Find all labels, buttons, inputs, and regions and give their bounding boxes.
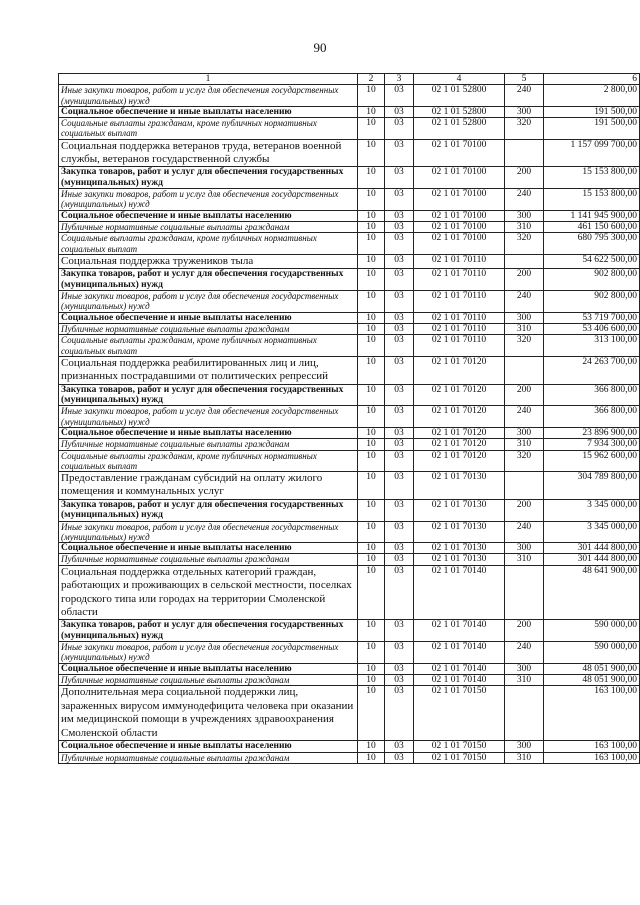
row-col-2: 10 [358, 291, 385, 312]
table-row [59, 323, 640, 334]
row-amount: 54 622 500,00 [544, 254, 640, 268]
row-col-5: 310 [505, 675, 544, 686]
row-col-5: 240 [505, 189, 544, 210]
row-col-3: 03 [385, 450, 414, 471]
row-col-5: 200 [505, 384, 544, 406]
row-col-4: 02 1 01 70120 [414, 356, 505, 384]
row-name: Закупка товаров, работ и услуг для обеспечения государственных (муниципальных) нужд [59, 167, 358, 189]
row-col-3: 03 [385, 118, 414, 139]
row-col-5: 320 [505, 335, 544, 356]
row-col-3: 03 [385, 686, 414, 741]
row-col-2: 10 [358, 106, 385, 117]
row-col-2: 10 [358, 450, 385, 471]
row-col-5: 320 [505, 233, 544, 254]
table-row [59, 291, 640, 312]
row-col-2: 10 [358, 222, 385, 233]
row-col-3: 03 [385, 356, 414, 384]
row-col-3: 03 [385, 675, 414, 686]
row-col-2: 10 [358, 543, 385, 554]
row-col-2: 10 [358, 499, 385, 521]
row-col-4: 02 1 01 70150 [414, 686, 505, 741]
row-name: Публичные нормативные социальные выплаты гражданам [59, 675, 358, 686]
row-amount: 23 896 900,00 [544, 427, 640, 438]
table-row [59, 439, 640, 450]
table-row [59, 406, 640, 427]
row-amount: 304 789 800,00 [544, 471, 640, 499]
row-col-4: 02 1 01 70110 [414, 323, 505, 334]
row-col-5 [505, 565, 544, 620]
row-col-4: 02 1 01 70140 [414, 663, 505, 674]
row-col-5: 240 [505, 642, 544, 663]
row-col-5: 300 [505, 210, 544, 221]
row-col-3: 03 [385, 106, 414, 117]
row-col-5: 300 [505, 106, 544, 117]
row-col-2: 10 [358, 139, 385, 167]
row-name: Дополнительная мера социальной поддержки лиц, зараженных вирусом иммунодефицита человека при оказании им медицинской помощи в учреждениях здравоохранения Смоленской области [59, 686, 358, 741]
page-number: 90 [313, 40, 327, 55]
row-col-5: 300 [505, 741, 544, 752]
row-col-2: 10 [358, 471, 385, 499]
table-row [59, 620, 640, 642]
row-col-3: 03 [385, 741, 414, 752]
row-col-4: 02 1 01 70130 [414, 554, 505, 565]
table-row [59, 210, 640, 221]
row-col-2: 10 [358, 642, 385, 663]
row-col-5: 300 [505, 543, 544, 554]
row-col-3: 03 [385, 312, 414, 323]
row-name: Социальные выплаты гражданам, кроме публичных нормативных социальных выплат [59, 450, 358, 471]
row-name: Иные закупки товаров, работ и услуг для обеспечения государственных (муниципальных) нужд [59, 189, 358, 210]
row-name: Иные закупки товаров, работ и услуг для обеспечения государственных (муниципальных) нужд [59, 406, 358, 427]
row-amount: 590 000,00 [544, 642, 640, 663]
row-col-2: 10 [358, 686, 385, 741]
table-row [59, 118, 640, 139]
row-col-3: 03 [385, 384, 414, 406]
row-col-2: 10 [358, 233, 385, 254]
row-col-4: 02 1 01 70100 [414, 139, 505, 167]
row-name: Закупка товаров, работ и услуг для обеспечения государственных (муниципальных) нужд [59, 384, 358, 406]
row-name: Социальное обеспечение и иные выплаты населению [59, 741, 358, 752]
table-row [59, 189, 640, 210]
row-col-4: 02 1 01 52800 [414, 106, 505, 117]
row-col-2: 10 [358, 663, 385, 674]
row-col-3: 03 [385, 471, 414, 499]
row-col-5: 310 [505, 439, 544, 450]
row-name: Социальное обеспечение и иные выплаты населению [59, 663, 358, 674]
table-row [59, 222, 640, 233]
col-header-2: 2 [358, 74, 385, 85]
row-col-2: 10 [358, 210, 385, 221]
row-amount: 163 100,00 [544, 686, 640, 741]
row-col-3: 03 [385, 269, 414, 291]
row-col-4: 02 1 01 70110 [414, 312, 505, 323]
row-name: Социальное обеспечение и иные выплаты населению [59, 106, 358, 117]
row-name: Иные закупки товаров, работ и услуг для обеспечения государственных (муниципальных) нужд [59, 521, 358, 542]
row-col-3: 03 [385, 565, 414, 620]
row-amount: 48 641 900,00 [544, 565, 640, 620]
row-amount: 3 345 000,00 [544, 521, 640, 542]
row-col-2: 10 [358, 521, 385, 542]
row-col-3: 03 [385, 439, 414, 450]
row-col-5 [505, 471, 544, 499]
table-row [59, 642, 640, 663]
row-col-4: 02 1 01 70100 [414, 189, 505, 210]
table-row [59, 752, 640, 763]
row-name: Иные закупки товаров, работ и услуг для обеспечения государственных (муниципальных) нужд [59, 642, 358, 663]
row-col-4: 02 1 01 70120 [414, 439, 505, 450]
row-amount: 902 800,00 [544, 269, 640, 291]
row-amount: 301 444 800,00 [544, 543, 640, 554]
row-col-3: 03 [385, 620, 414, 642]
budget-table [58, 73, 640, 764]
row-col-5: 240 [505, 85, 544, 106]
row-col-4: 02 1 01 70120 [414, 450, 505, 471]
row-col-5 [505, 139, 544, 167]
row-col-3: 03 [385, 499, 414, 521]
row-col-2: 10 [358, 254, 385, 268]
row-col-3: 03 [385, 167, 414, 189]
row-col-2: 10 [358, 335, 385, 356]
row-col-2: 10 [358, 554, 385, 565]
table-row [59, 565, 640, 620]
col-header-6: 6 [544, 74, 640, 85]
table-row [59, 499, 640, 521]
row-col-3: 03 [385, 189, 414, 210]
row-col-2: 10 [358, 118, 385, 139]
table-row [59, 741, 640, 752]
row-name: Предоставление гражданам субсидий на оплату жилого помещения и коммунальных услуг [59, 471, 358, 499]
col-header-5: 5 [505, 74, 544, 85]
row-col-5 [505, 356, 544, 384]
row-name: Публичные нормативные социальные выплаты гражданам [59, 222, 358, 233]
row-col-4: 02 1 01 70100 [414, 210, 505, 221]
row-col-2: 10 [358, 620, 385, 642]
row-col-4: 02 1 01 70120 [414, 384, 505, 406]
row-col-4: 02 1 01 70130 [414, 499, 505, 521]
row-col-4: 02 1 01 52800 [414, 85, 505, 106]
row-name: Публичные нормативные социальные выплаты гражданам [59, 752, 358, 763]
col-header-1: 1 [59, 74, 358, 85]
table-row [59, 254, 640, 268]
table-row [59, 686, 640, 741]
row-col-4: 02 1 01 70140 [414, 620, 505, 642]
row-name: Закупка товаров, работ и услуг для обеспечения государственных (муниципальных) нужд [59, 269, 358, 291]
row-col-5: 310 [505, 222, 544, 233]
table-row [59, 269, 640, 291]
row-name: Социальные выплаты гражданам, кроме публичных нормативных социальных выплат [59, 233, 358, 254]
table-header-row [59, 74, 640, 85]
row-col-2: 10 [358, 356, 385, 384]
table-row [59, 312, 640, 323]
row-amount: 2 800,00 [544, 85, 640, 106]
table-row [59, 543, 640, 554]
row-col-5: 310 [505, 323, 544, 334]
row-amount: 590 000,00 [544, 620, 640, 642]
row-col-5 [505, 686, 544, 741]
row-col-3: 03 [385, 752, 414, 763]
row-name: Социальная поддержка отдельных категорий граждан, работающих и проживающих в сельской местности, поселках городского типа или городах на территории Смоленской области [59, 565, 358, 620]
row-name: Публичные нормативные социальные выплаты гражданам [59, 439, 358, 450]
row-col-5: 320 [505, 118, 544, 139]
row-col-4: 02 1 01 70110 [414, 335, 505, 356]
row-col-5: 200 [505, 167, 544, 189]
row-amount: 191 500,00 [544, 106, 640, 117]
row-col-2: 10 [358, 269, 385, 291]
row-col-3: 03 [385, 139, 414, 167]
row-amount: 902 800,00 [544, 291, 640, 312]
table-row [59, 471, 640, 499]
row-amount: 366 800,00 [544, 384, 640, 406]
row-name: Закупка товаров, работ и услуг для обеспечения государственных (муниципальных) нужд [59, 499, 358, 521]
row-col-3: 03 [385, 291, 414, 312]
table-row [59, 139, 640, 167]
row-name: Социальное обеспечение и иные выплаты населению [59, 210, 358, 221]
row-col-5: 200 [505, 499, 544, 521]
row-name: Иные закупки товаров, работ и услуг для обеспечения государственных (муниципальных) нужд [59, 291, 358, 312]
row-amount: 680 795 300,00 [544, 233, 640, 254]
row-amount: 461 150 600,00 [544, 222, 640, 233]
row-col-3: 03 [385, 254, 414, 268]
row-amount: 1 141 945 900,00 [544, 210, 640, 221]
row-name: Иные закупки товаров, работ и услуг для обеспечения государственных (муниципальных) нужд [59, 85, 358, 106]
table-row [59, 356, 640, 384]
row-col-4: 02 1 01 70100 [414, 222, 505, 233]
table-body [59, 85, 640, 764]
table-row [59, 384, 640, 406]
row-name: Социальное обеспечение и иные выплаты населению [59, 312, 358, 323]
row-col-4: 02 1 01 70110 [414, 254, 505, 268]
row-col-5: 310 [505, 752, 544, 763]
row-col-3: 03 [385, 663, 414, 674]
row-col-5: 310 [505, 554, 544, 565]
col-header-4: 4 [414, 74, 505, 85]
row-col-4: 02 1 01 70150 [414, 741, 505, 752]
table-row [59, 450, 640, 471]
row-amount: 15 153 800,00 [544, 189, 640, 210]
row-col-5: 320 [505, 450, 544, 471]
row-col-4: 02 1 01 70100 [414, 233, 505, 254]
row-col-4: 02 1 01 70140 [414, 642, 505, 663]
row-amount: 15 962 600,00 [544, 450, 640, 471]
row-amount: 53 719 700,00 [544, 312, 640, 323]
row-col-3: 03 [385, 427, 414, 438]
row-col-2: 10 [358, 565, 385, 620]
table-row [59, 521, 640, 542]
row-col-2: 10 [358, 439, 385, 450]
row-name: Социальная поддержка тружеников тыла [59, 254, 358, 268]
row-col-5: 300 [505, 427, 544, 438]
row-col-2: 10 [358, 741, 385, 752]
row-amount: 7 934 300,00 [544, 439, 640, 450]
table-row [59, 233, 640, 254]
row-col-4: 02 1 01 70140 [414, 565, 505, 620]
row-col-5: 240 [505, 291, 544, 312]
table-row [59, 167, 640, 189]
row-col-4: 02 1 01 70110 [414, 291, 505, 312]
row-col-4: 02 1 01 70100 [414, 167, 505, 189]
row-col-5: 200 [505, 269, 544, 291]
row-col-3: 03 [385, 335, 414, 356]
row-col-3: 03 [385, 521, 414, 542]
row-amount: 48 051 900,00 [544, 675, 640, 686]
row-col-4: 02 1 01 70130 [414, 543, 505, 554]
col-header-3: 3 [385, 74, 414, 85]
row-col-3: 03 [385, 554, 414, 565]
row-col-4: 02 1 01 52800 [414, 118, 505, 139]
row-col-2: 10 [358, 406, 385, 427]
row-col-3: 03 [385, 323, 414, 334]
row-amount: 301 444 800,00 [544, 554, 640, 565]
row-col-4: 02 1 01 70130 [414, 471, 505, 499]
row-col-5: 300 [505, 663, 544, 674]
row-amount: 24 263 700,00 [544, 356, 640, 384]
row-col-5 [505, 254, 544, 268]
row-col-3: 03 [385, 406, 414, 427]
row-col-2: 10 [358, 323, 385, 334]
row-col-5: 200 [505, 620, 544, 642]
row-name: Социальное обеспечение и иные выплаты населению [59, 543, 358, 554]
row-col-2: 10 [358, 675, 385, 686]
row-col-3: 03 [385, 543, 414, 554]
row-col-3: 03 [385, 642, 414, 663]
row-col-2: 10 [358, 427, 385, 438]
row-name: Социальные выплаты гражданам, кроме публичных нормативных социальных выплат [59, 335, 358, 356]
row-col-4: 02 1 01 70130 [414, 521, 505, 542]
row-amount: 163 100,00 [544, 741, 640, 752]
row-amount: 48 051 900,00 [544, 663, 640, 674]
row-amount: 1 157 099 700,00 [544, 139, 640, 167]
row-col-5: 240 [505, 521, 544, 542]
row-name: Публичные нормативные социальные выплаты гражданам [59, 323, 358, 334]
row-amount: 163 100,00 [544, 752, 640, 763]
row-col-2: 10 [358, 85, 385, 106]
row-amount: 53 406 600,00 [544, 323, 640, 334]
row-name: Социальная поддержка реабилитированных лиц и лиц, признанных пострадавшими от политических репрессий [59, 356, 358, 384]
row-name: Публичные нормативные социальные выплаты гражданам [59, 554, 358, 565]
row-col-3: 03 [385, 210, 414, 221]
row-amount: 3 345 000,00 [544, 499, 640, 521]
row-name: Социальная поддержка ветеранов труда, ветеранов военной службы, ветеранов государственной службы [59, 139, 358, 167]
table-row [59, 106, 640, 117]
row-amount: 313 100,00 [544, 335, 640, 356]
row-col-5: 240 [505, 406, 544, 427]
row-col-4: 02 1 01 70150 [414, 752, 505, 763]
row-col-4: 02 1 01 70110 [414, 269, 505, 291]
row-col-5: 300 [505, 312, 544, 323]
table-row [59, 335, 640, 356]
table-row [59, 427, 640, 438]
row-col-2: 10 [358, 167, 385, 189]
row-col-3: 03 [385, 222, 414, 233]
table-row [59, 663, 640, 674]
row-amount: 366 800,00 [544, 406, 640, 427]
row-col-2: 10 [358, 384, 385, 406]
row-col-4: 02 1 01 70120 [414, 406, 505, 427]
row-amount: 15 153 800,00 [544, 167, 640, 189]
row-col-2: 10 [358, 189, 385, 210]
row-col-2: 10 [358, 752, 385, 763]
table-row [59, 554, 640, 565]
row-amount: 191 500,00 [544, 118, 640, 139]
row-col-4: 02 1 01 70120 [414, 427, 505, 438]
table-row [59, 675, 640, 686]
table-row [59, 85, 640, 106]
row-col-4: 02 1 01 70140 [414, 675, 505, 686]
row-name: Закупка товаров, работ и услуг для обеспечения государственных (муниципальных) нужд [59, 620, 358, 642]
row-col-3: 03 [385, 85, 414, 106]
row-col-2: 10 [358, 312, 385, 323]
row-name: Социальные выплаты гражданам, кроме публичных нормативных социальных выплат [59, 118, 358, 139]
row-col-3: 03 [385, 233, 414, 254]
row-name: Социальное обеспечение и иные выплаты населению [59, 427, 358, 438]
